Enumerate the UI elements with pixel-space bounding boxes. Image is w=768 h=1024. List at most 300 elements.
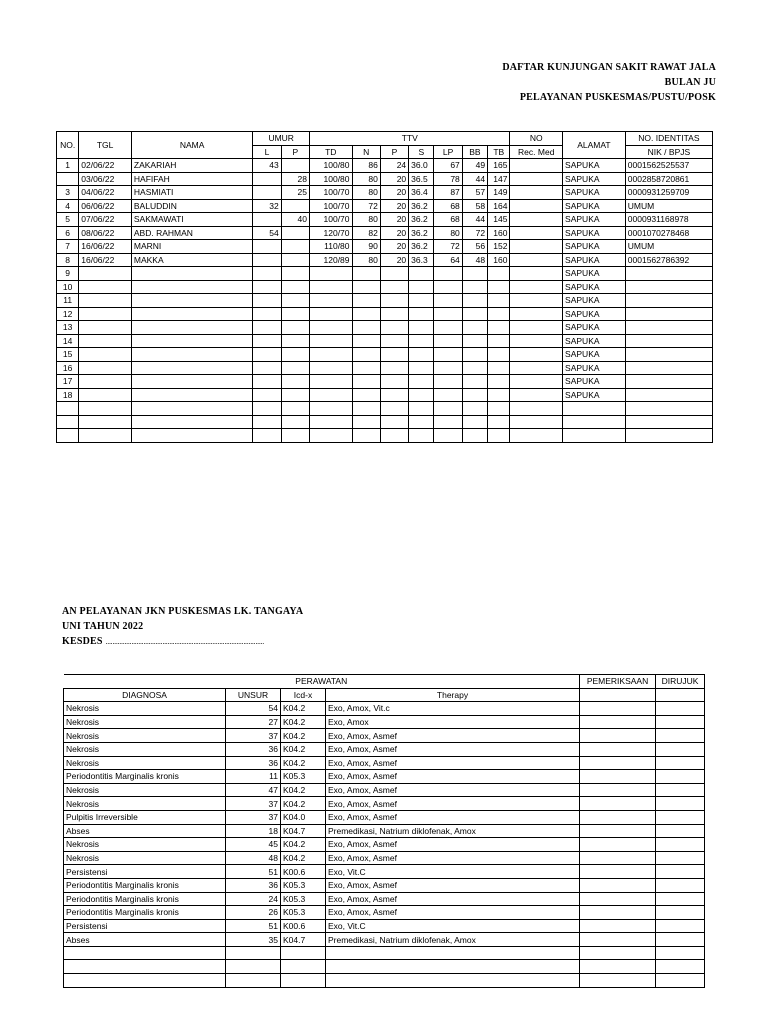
cell-tb <box>488 361 510 375</box>
cell-alamat: SAPUKA <box>563 253 626 267</box>
cell-lp <box>434 334 462 348</box>
cell-p2 <box>380 321 408 335</box>
cell-p <box>281 402 309 416</box>
cell-p <box>281 321 309 335</box>
cell-td <box>310 402 353 416</box>
cell-unsur: 26 <box>226 906 281 920</box>
cell-rec <box>510 186 563 200</box>
cell-diagnosa: Nekrosis <box>64 797 226 811</box>
cell-pemeriksaan <box>580 729 656 743</box>
report2-signer <box>62 636 264 647</box>
cell-n <box>352 388 380 402</box>
cell-p2: 20 <box>380 253 408 267</box>
cell-lp <box>434 402 462 416</box>
cell-td <box>310 429 353 443</box>
cell-nik <box>625 321 712 335</box>
cell-alamat: SAPUKA <box>563 388 626 402</box>
cell-tgl <box>79 294 132 308</box>
cell-no: 10 <box>57 280 79 294</box>
table-row <box>57 388 713 402</box>
cell-therapy: Premedikasi, Natrium diklofenak, Amox <box>326 824 580 838</box>
cell-bb <box>462 334 487 348</box>
cell-nama <box>131 280 252 294</box>
cell-bb: 56 <box>462 240 487 254</box>
cell-p <box>281 361 309 375</box>
cell-icd: K00.6 <box>281 865 326 879</box>
cell-p <box>281 253 309 267</box>
cell-lp: 72 <box>434 240 462 254</box>
cell-td <box>310 321 353 335</box>
subheader-row <box>64 688 705 702</box>
table-row <box>57 375 713 389</box>
cell-alamat <box>563 415 626 429</box>
cell-alamat <box>563 429 626 443</box>
cell-lp: 67 <box>434 159 462 173</box>
cell-diagnosa: Nekrosis <box>64 756 226 770</box>
cell-icd: K05.3 <box>281 770 326 784</box>
cell-icd: K04.0 <box>281 810 326 824</box>
cell-tb: 152 <box>488 240 510 254</box>
cell-therapy: Exo, Amox, Asmef <box>326 851 580 865</box>
cell-rec <box>510 334 563 348</box>
cell-bb <box>462 267 487 281</box>
cell-diagnosa: Nekrosis <box>64 742 226 756</box>
cell-s <box>409 388 434 402</box>
cell-tb <box>488 429 510 443</box>
cell-s <box>409 307 434 321</box>
cell-tb <box>488 267 510 281</box>
cell-pemeriksaan <box>580 770 656 784</box>
cell-dirujuk <box>656 933 705 947</box>
cell-td: 100/70 <box>310 213 353 227</box>
cell-nama: SAKMAWATI <box>131 213 252 227</box>
cell-therapy: Exo, Amox, Asmef <box>326 810 580 824</box>
cell-lp <box>434 361 462 375</box>
col-td: TD <box>310 145 353 159</box>
cell-tb: 165 <box>488 159 510 173</box>
cell-tgl <box>79 361 132 375</box>
cell-alamat: SAPUKA <box>563 226 626 240</box>
table-row <box>64 974 705 988</box>
col-alamat: ALAMAT <box>563 132 626 159</box>
cell-alamat: SAPUKA <box>563 172 626 186</box>
cell-td <box>310 361 353 375</box>
cell-n <box>352 415 380 429</box>
cell-tgl <box>79 321 132 335</box>
cell-alamat: SAPUKA <box>563 361 626 375</box>
cell-icd <box>281 946 326 960</box>
cell-bb <box>462 375 487 389</box>
cell-n <box>352 307 380 321</box>
cell-p2 <box>380 361 408 375</box>
cell-no: 1 <box>57 159 79 173</box>
cell-diagnosa: Periodontitis Marginalis kronis <box>64 906 226 920</box>
cell-s: 36.5 <box>409 172 434 186</box>
cell-l <box>253 415 281 429</box>
table-row <box>64 838 705 852</box>
cell-nik <box>625 375 712 389</box>
cell-therapy: Exo, Amox, Asmef <box>326 906 580 920</box>
cell-unsur: 24 <box>226 892 281 906</box>
cell-s: 36.2 <box>409 240 434 254</box>
cell-n <box>352 334 380 348</box>
cell-rec <box>510 429 563 443</box>
cell-icd: K04.2 <box>281 729 326 743</box>
cell-tb <box>488 388 510 402</box>
cell-l <box>253 361 281 375</box>
cell-icd: K00.6 <box>281 919 326 933</box>
cell-s: 36.2 <box>409 199 434 213</box>
cell-diagnosa: Abses <box>64 824 226 838</box>
header-row <box>57 132 713 146</box>
col-bb: BB <box>462 145 487 159</box>
cell-pemeriksaan <box>580 906 656 920</box>
cell-nama <box>131 361 252 375</box>
table-row <box>57 199 713 213</box>
cell-therapy: Exo, Amox, Asmef <box>326 729 580 743</box>
cell-rec <box>510 240 563 254</box>
cell-p: 40 <box>281 213 309 227</box>
cell-alamat: SAPUKA <box>563 280 626 294</box>
cell-p2 <box>380 402 408 416</box>
cell-lp <box>434 388 462 402</box>
cell-p2: 20 <box>380 226 408 240</box>
cell-p2 <box>380 429 408 443</box>
cell-td: 100/70 <box>310 186 353 200</box>
cell-alamat: SAPUKA <box>563 294 626 308</box>
cell-p <box>281 429 309 443</box>
table-row <box>57 415 713 429</box>
cell-td: 100/80 <box>310 159 353 173</box>
cell-dirujuk <box>656 824 705 838</box>
table-row <box>64 824 705 838</box>
cell-tgl: 16/06/22 <box>79 240 132 254</box>
cell-p2: 20 <box>380 186 408 200</box>
cell-alamat: SAPUKA <box>563 321 626 335</box>
cell-no: 16 <box>57 361 79 375</box>
cell-l <box>253 429 281 443</box>
cell-rec <box>510 280 563 294</box>
cell-n: 72 <box>352 199 380 213</box>
cell-p2 <box>380 334 408 348</box>
cell-p <box>281 415 309 429</box>
table-row <box>57 172 713 186</box>
cell-no: 5 <box>57 213 79 227</box>
cell-s: 36.2 <box>409 213 434 227</box>
cell-rec <box>510 226 563 240</box>
cell-dirujuk <box>656 756 705 770</box>
cell-lp: 68 <box>434 199 462 213</box>
cell-unsur: 54 <box>226 702 281 716</box>
cell-n <box>352 348 380 362</box>
report-month: BULAN JU <box>664 77 716 88</box>
cell-alamat: SAPUKA <box>563 334 626 348</box>
cell-no: 6 <box>57 226 79 240</box>
col-umur: UMUR <box>253 132 310 146</box>
col-rec-med: Rec. Med <box>510 145 563 159</box>
cell-nik: 0000931168978 <box>625 213 712 227</box>
table-row <box>64 756 705 770</box>
treatment-table <box>63 674 705 988</box>
cell-dirujuk <box>656 851 705 865</box>
col-no-identitas: NO. IDENTITAS <box>625 132 712 146</box>
cell-p <box>281 240 309 254</box>
cell-nama: BALUDDIN <box>131 199 252 213</box>
cell-unsur: 45 <box>226 838 281 852</box>
cell-diagnosa <box>64 974 226 988</box>
table-row <box>57 240 713 254</box>
cell-nama <box>131 415 252 429</box>
cell-tgl: 02/06/22 <box>79 159 132 173</box>
cell-nama <box>131 375 252 389</box>
cell-therapy: Exo, Amox <box>326 715 580 729</box>
table-row <box>57 213 713 227</box>
cell-no: 9 <box>57 267 79 281</box>
table-row <box>57 321 713 335</box>
cell-n <box>352 375 380 389</box>
table-row <box>57 226 713 240</box>
cell-p2: 20 <box>380 199 408 213</box>
table-row <box>64 865 705 879</box>
cell-nik <box>625 280 712 294</box>
cell-therapy: Exo, Vit.C <box>326 919 580 933</box>
cell-alamat <box>563 402 626 416</box>
cell-tb <box>488 402 510 416</box>
cell-no: 13 <box>57 321 79 335</box>
cell-p <box>281 159 309 173</box>
cell-dirujuk <box>656 742 705 756</box>
table-row <box>57 334 713 348</box>
report-title: DAFTAR KUNJUNGAN SAKIT RAWAT JALA <box>502 62 716 73</box>
cell-pemeriksaan <box>580 702 656 716</box>
cell-nik <box>625 267 712 281</box>
cell-unsur: 11 <box>226 770 281 784</box>
cell-therapy: Exo, Amox, Asmef <box>326 838 580 852</box>
cell-n <box>352 361 380 375</box>
cell-no: 7 <box>57 240 79 254</box>
cell-l <box>253 253 281 267</box>
col-dirujuk-blank <box>656 688 705 702</box>
cell-p2: 20 <box>380 172 408 186</box>
cell-therapy <box>326 974 580 988</box>
cell-icd: K04.2 <box>281 702 326 716</box>
col-nik: NIK / BPJS <box>625 145 712 159</box>
cell-no <box>57 172 79 186</box>
cell-diagnosa: Nekrosis <box>64 715 226 729</box>
report2-period: UNI TAHUN 2022 <box>62 621 144 632</box>
cell-rec <box>510 294 563 308</box>
report2-title: AN PELAYANAN JKN PUSKESMAS LK. TANGAYA <box>62 606 304 617</box>
cell-p2 <box>380 415 408 429</box>
cell-therapy: Exo, Amox, Asmef <box>326 878 580 892</box>
cell-pemeriksaan <box>580 810 656 824</box>
cell-p2: 20 <box>380 213 408 227</box>
cell-n: 86 <box>352 159 380 173</box>
cell-nama <box>131 307 252 321</box>
cell-lp: 68 <box>434 213 462 227</box>
cell-unsur <box>226 960 281 974</box>
cell-td: 110/80 <box>310 240 353 254</box>
cell-nama: HAFIFAH <box>131 172 252 186</box>
cell-icd: K04.2 <box>281 783 326 797</box>
cell-s <box>409 415 434 429</box>
cell-pemeriksaan <box>580 783 656 797</box>
cell-tgl <box>79 307 132 321</box>
cell-nama: MARNI <box>131 240 252 254</box>
cell-bb: 48 <box>462 253 487 267</box>
cell-dirujuk <box>656 783 705 797</box>
cell-l: 32 <box>253 199 281 213</box>
cell-lp <box>434 415 462 429</box>
cell-p: 25 <box>281 186 309 200</box>
cell-td <box>310 375 353 389</box>
cell-unsur: 36 <box>226 756 281 770</box>
cell-bb: 44 <box>462 213 487 227</box>
cell-pemeriksaan <box>580 715 656 729</box>
cell-icd: K04.2 <box>281 838 326 852</box>
col-tb: TB <box>488 145 510 159</box>
table-row <box>64 715 705 729</box>
cell-bb: 72 <box>462 226 487 240</box>
table-row <box>64 851 705 865</box>
table-row <box>57 348 713 362</box>
cell-nik: 0000931259709 <box>625 186 712 200</box>
cell-n: 80 <box>352 213 380 227</box>
cell-lp: 80 <box>434 226 462 240</box>
cell-no <box>57 429 79 443</box>
cell-rec <box>510 348 563 362</box>
cell-bb <box>462 388 487 402</box>
cell-n: 82 <box>352 226 380 240</box>
cell-nama <box>131 294 252 308</box>
table-row <box>64 770 705 784</box>
cell-unsur <box>226 974 281 988</box>
cell-p <box>281 226 309 240</box>
cell-td: 100/70 <box>310 199 353 213</box>
table-row <box>64 797 705 811</box>
cell-tgl <box>79 388 132 402</box>
table-row <box>64 892 705 906</box>
cell-td <box>310 334 353 348</box>
cell-unsur: 36 <box>226 878 281 892</box>
cell-dirujuk <box>656 878 705 892</box>
table-row <box>64 933 705 947</box>
cell-n <box>352 280 380 294</box>
table-row <box>64 742 705 756</box>
cell-pemeriksaan <box>580 974 656 988</box>
table-row <box>64 878 705 892</box>
cell-tgl: 07/06/22 <box>79 213 132 227</box>
cell-n <box>352 294 380 308</box>
cell-dirujuk <box>656 729 705 743</box>
cell-n <box>352 267 380 281</box>
cell-n <box>352 402 380 416</box>
cell-l <box>253 186 281 200</box>
cell-no: 17 <box>57 375 79 389</box>
cell-lp: 78 <box>434 172 462 186</box>
cell-therapy <box>326 960 580 974</box>
cell-p2 <box>380 280 408 294</box>
table-row <box>64 702 705 716</box>
cell-rec <box>510 267 563 281</box>
cell-p <box>281 307 309 321</box>
table-row <box>64 919 705 933</box>
cell-s <box>409 348 434 362</box>
cell-p <box>281 388 309 402</box>
cell-therapy: Exo, Amox, Asmef <box>326 797 580 811</box>
cell-rec <box>510 307 563 321</box>
col-perawatan: PERAWATAN <box>64 675 580 689</box>
cell-s <box>409 321 434 335</box>
cell-diagnosa: Persistensi <box>64 865 226 879</box>
table-row <box>57 159 713 173</box>
col-icd: Icd-x <box>281 688 326 702</box>
cell-tgl <box>79 402 132 416</box>
cell-therapy: Exo, Amox, Asmef <box>326 892 580 906</box>
cell-pemeriksaan <box>580 742 656 756</box>
cell-icd: K04.2 <box>281 756 326 770</box>
cell-nama <box>131 321 252 335</box>
cell-n: 90 <box>352 240 380 254</box>
cell-pemeriksaan <box>580 919 656 933</box>
cell-alamat: SAPUKA <box>563 159 626 173</box>
col-diagnosa: DIAGNOSA <box>64 688 226 702</box>
cell-lp <box>434 375 462 389</box>
cell-no: 8 <box>57 253 79 267</box>
cell-alamat: SAPUKA <box>563 375 626 389</box>
cell-nama <box>131 334 252 348</box>
table-row <box>64 906 705 920</box>
cell-lp <box>434 294 462 308</box>
cell-pemeriksaan <box>580 865 656 879</box>
cell-icd <box>281 960 326 974</box>
cell-tgl <box>79 267 132 281</box>
cell-bb <box>462 415 487 429</box>
cell-td <box>310 280 353 294</box>
cell-diagnosa: Persistensi <box>64 919 226 933</box>
cell-nama: MAKKA <box>131 253 252 267</box>
table-row <box>57 280 713 294</box>
col-lp: LP <box>434 145 462 159</box>
cell-tb <box>488 348 510 362</box>
cell-l: 43 <box>253 159 281 173</box>
cell-no: 3 <box>57 186 79 200</box>
cell-td <box>310 415 353 429</box>
cell-pemeriksaan <box>580 797 656 811</box>
cell-no: 15 <box>57 348 79 362</box>
cell-s: 36.0 <box>409 159 434 173</box>
col-no: NO. <box>57 132 79 159</box>
cell-tgl: 06/06/22 <box>79 199 132 213</box>
cell-diagnosa: Periodontitis Marginalis kronis <box>64 878 226 892</box>
cell-bb <box>462 321 487 335</box>
cell-nama: HASMIATI <box>131 186 252 200</box>
cell-dirujuk <box>656 810 705 824</box>
col-pemeriksaan-blank <box>580 688 656 702</box>
cell-dirujuk <box>656 906 705 920</box>
cell-bb: 58 <box>462 199 487 213</box>
cell-nik <box>625 348 712 362</box>
cell-s: 36.3 <box>409 253 434 267</box>
cell-l <box>253 267 281 281</box>
cell-nik <box>625 294 712 308</box>
cell-lp <box>434 348 462 362</box>
cell-tb: 164 <box>488 199 510 213</box>
cell-pemeriksaan <box>580 878 656 892</box>
cell-lp: 87 <box>434 186 462 200</box>
cell-diagnosa: Nekrosis <box>64 783 226 797</box>
cell-p <box>281 267 309 281</box>
